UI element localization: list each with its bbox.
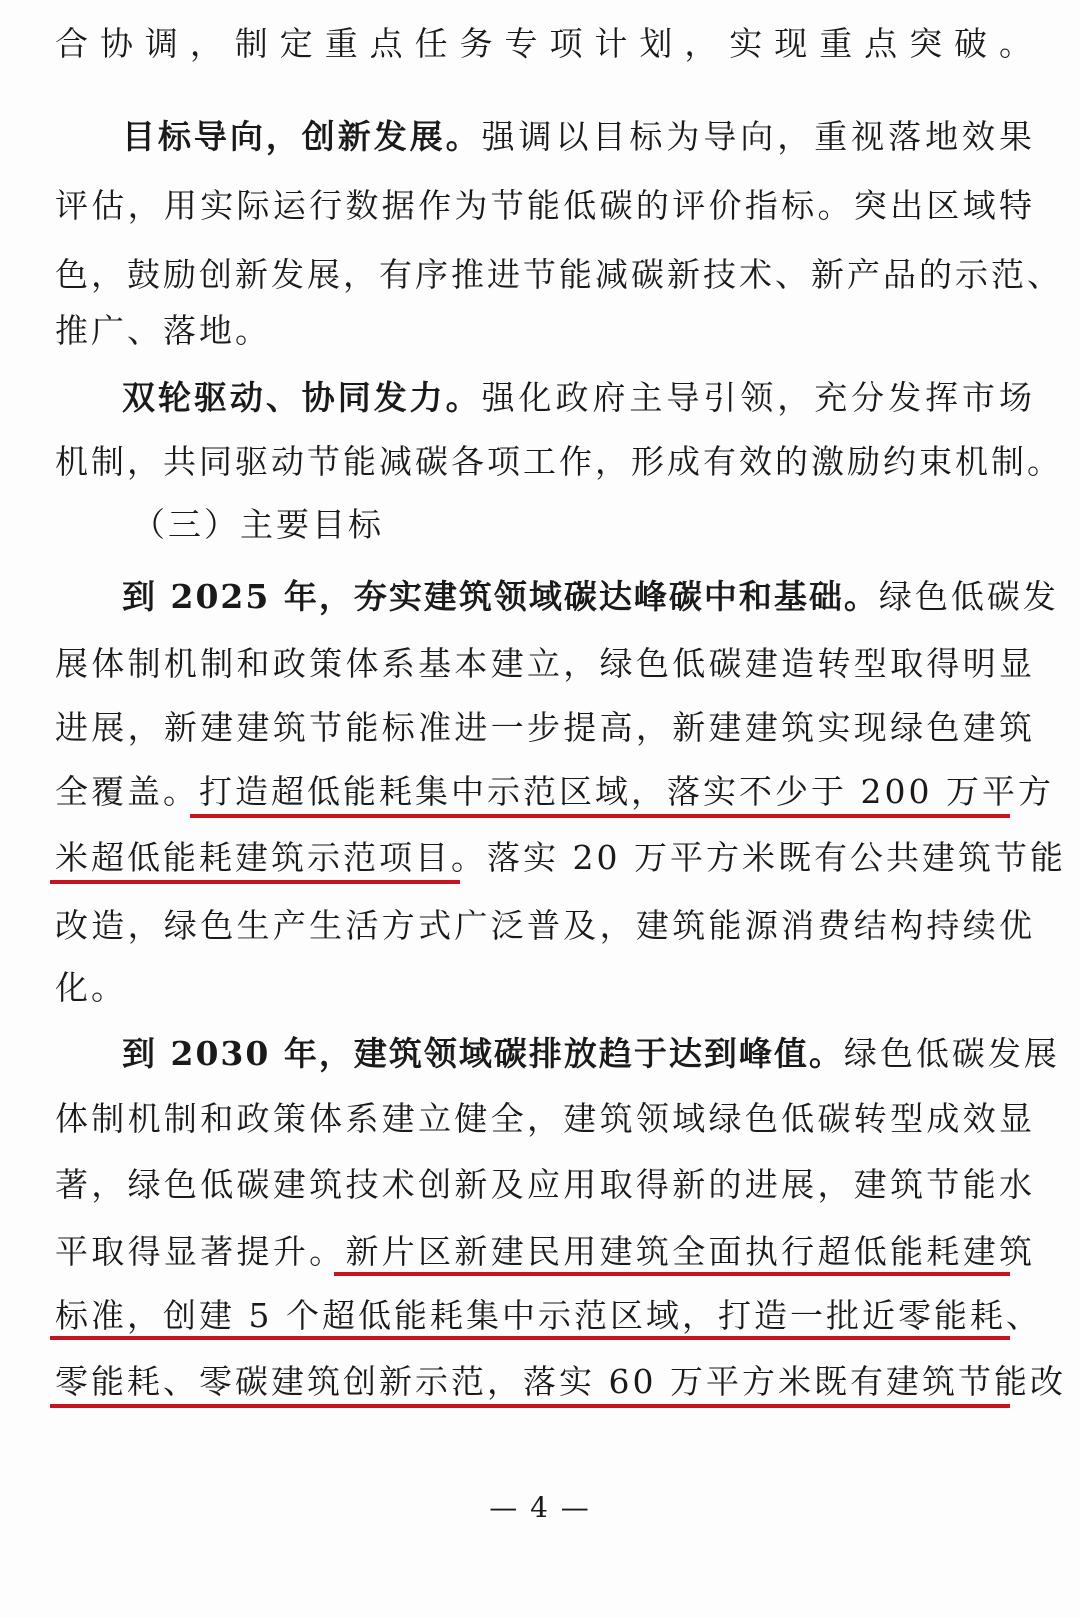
paragraph-lead: 目标导向，创新发展。 bbox=[122, 117, 482, 156]
text-line: 著，绿色低碳建筑技术创新及应用取得新的进展，建筑节能水 bbox=[55, 1165, 1035, 1204]
text-line: 评估，用实际运行数据作为节能低碳的评价指标。突出区域特 bbox=[55, 186, 1035, 225]
text-line: 平取得显著提升。新片区新建民用建筑全面执行超低能耗建筑 bbox=[55, 1232, 1035, 1271]
section-heading: （三）主要目标 bbox=[132, 505, 384, 544]
paragraph-lead: 到 2025 年，夯实建筑领域碳达峰碳中和基础。 bbox=[122, 577, 879, 616]
red-underline bbox=[50, 1404, 1010, 1408]
red-underline bbox=[50, 880, 460, 884]
paragraph-text: 强调以目标为导向，重视落地效果 bbox=[481, 117, 1036, 156]
paragraph-lead: 到 2030 年，建筑领域碳排放趋于达到峰值。 bbox=[122, 1034, 844, 1073]
paragraph-text: 绿色低碳发 bbox=[878, 577, 1059, 616]
text-line: 色，鼓励创新发展，有序推进节能减碳新技术、新产品的示范、 bbox=[55, 255, 1063, 294]
text-line: 标准，创建 5 个超低能耗集中示范区域，打造一批近零能耗、 bbox=[55, 1296, 1042, 1335]
text-line: 推广、落地。 bbox=[55, 311, 271, 350]
text-line: 机制，共同驱动节能减碳各项工作，形成有效的激励约束机制。 bbox=[55, 442, 1063, 481]
paragraph-heading-line bbox=[122, 368, 1035, 428]
paragraph-heading-line bbox=[122, 107, 1035, 167]
text-line: 体制机制和政策体系建立健全，建筑领域绿色低碳转型成效显 bbox=[55, 1099, 1035, 1138]
text-line: 改造，绿色生产生活方式广泛普及，建筑能源消费结构持续优 bbox=[55, 906, 1035, 945]
text-line: 全覆盖。打造超低能耗集中示范区域，落实不少于 200 万平方 bbox=[55, 772, 1054, 811]
text-line: 展体制机制和政策体系基本建立，绿色低碳建造转型取得明显 bbox=[55, 644, 1035, 683]
text-line: 化。 bbox=[55, 968, 127, 1007]
text-line: 进展，新建建筑节能标准进一步提高，新建建筑实现绿色建筑 bbox=[55, 708, 1035, 747]
text-line: 零能耗、零碳建筑创新示范，落实 60 万平方米既有建筑节能改 bbox=[55, 1362, 1066, 1401]
paragraph-lead: 双轮驱动、协同发力。 bbox=[122, 378, 482, 417]
paragraph-heading-line bbox=[122, 567, 1059, 627]
page-number: — 4 — bbox=[489, 1491, 591, 1524]
paragraph-text: 绿色低碳发展 bbox=[843, 1034, 1060, 1073]
paragraph-text: 强化政府主导引领，充分发挥市场 bbox=[481, 378, 1036, 417]
red-underline bbox=[190, 814, 1010, 818]
text-line: 合协调，制定重点任务专项计划，实现重点突破。 bbox=[55, 24, 1035, 63]
text-line: 米超低能耗建筑示范项目。落实 20 万平方米既有公共建筑节能 bbox=[55, 838, 1066, 877]
red-underline bbox=[50, 1336, 1010, 1340]
paragraph-heading-line bbox=[122, 1024, 1060, 1084]
red-underline bbox=[334, 1272, 1010, 1276]
